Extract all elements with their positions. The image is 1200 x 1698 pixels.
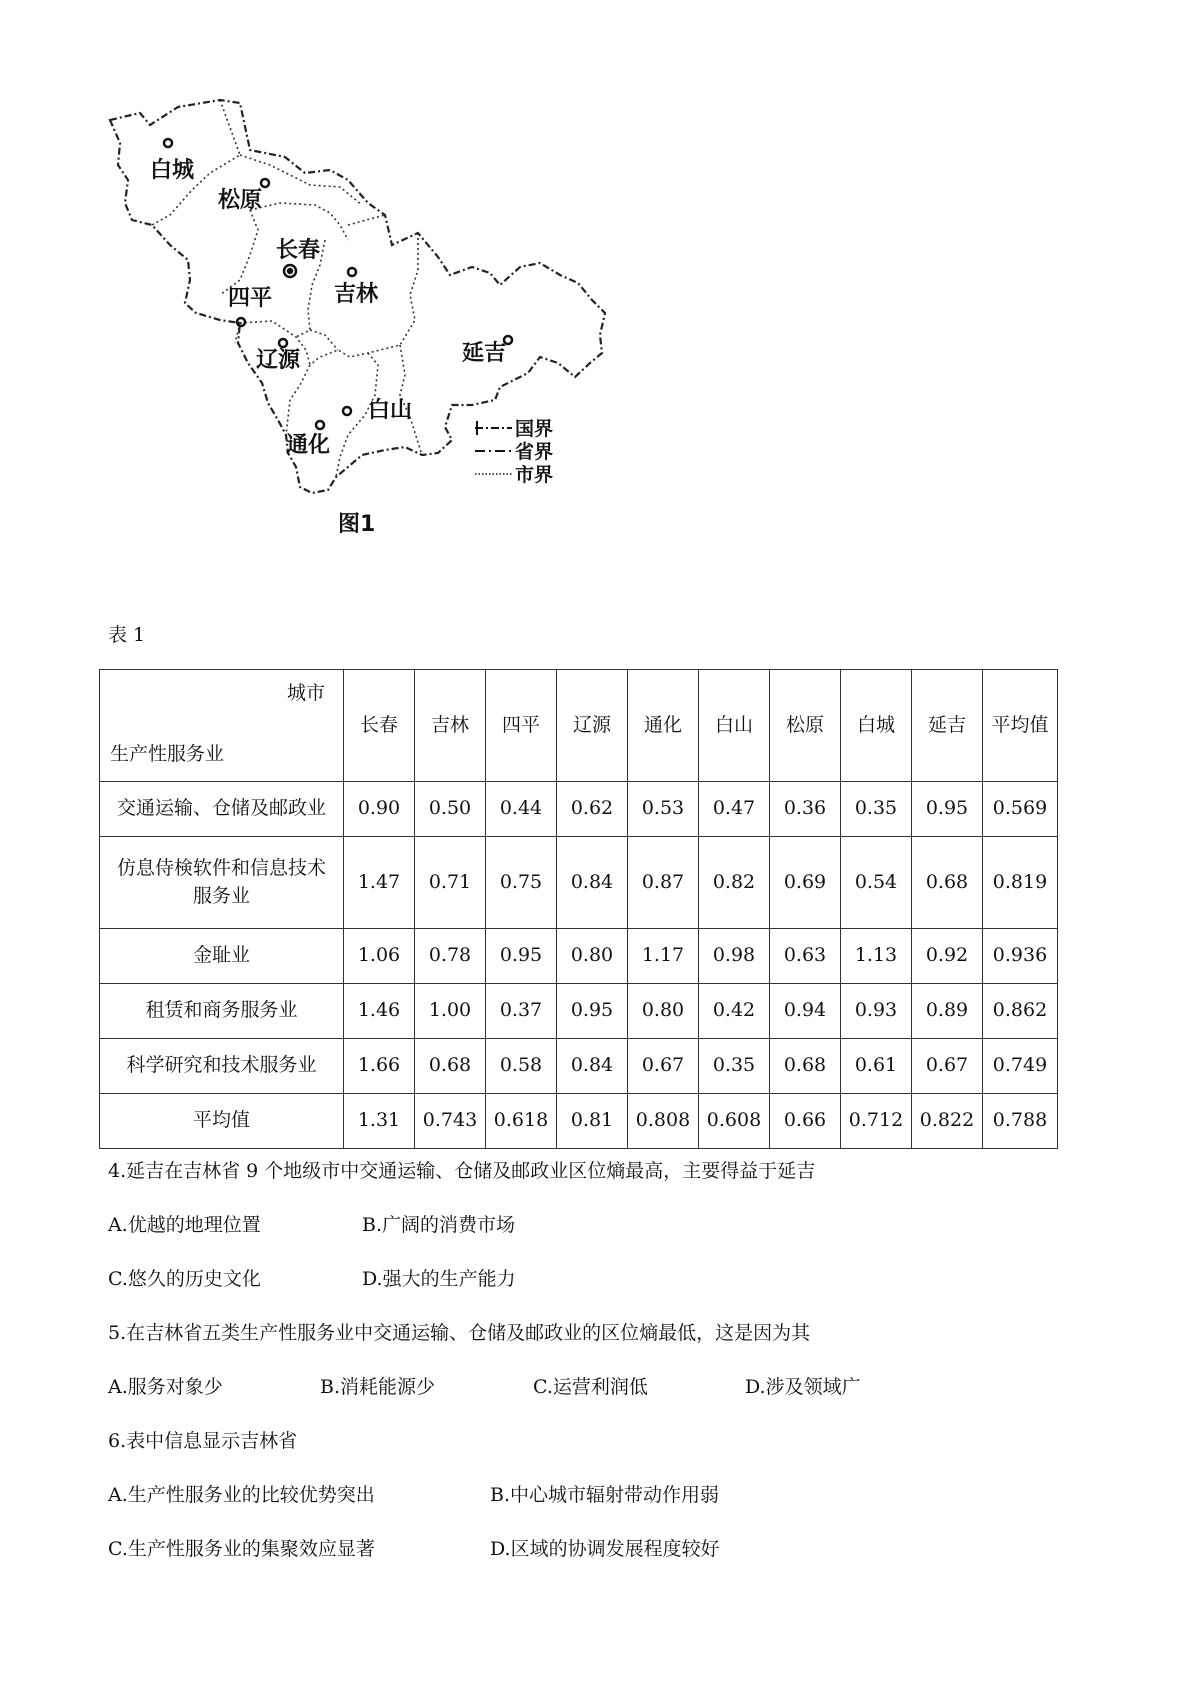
table-cell: 0.47 [699, 782, 770, 837]
table-cell: 0.90 [344, 782, 415, 837]
column-header-average: 平均值 [991, 713, 1049, 736]
table-cell: 0.35 [841, 782, 912, 837]
table-cell: 0.61 [841, 1039, 912, 1094]
table-cell: 0.62 [557, 782, 628, 837]
column-header: 吉林 [415, 670, 486, 782]
table-cell: 1.00 [415, 984, 486, 1039]
city-label-changchun: 长春 [276, 238, 321, 263]
table-cell: 0.92 [912, 929, 983, 984]
legend-provincial-boundary: 省界 [515, 441, 554, 463]
table-cell: 0.84 [557, 1039, 628, 1094]
table-cell: 0.569 [983, 782, 1058, 837]
table-cell: 0.936 [983, 929, 1058, 984]
table-cell: 0.712 [841, 1094, 912, 1149]
city-label-siping: 四平 [228, 286, 273, 311]
table-cell: 0.69 [770, 837, 841, 929]
header-sector-label: 生产性服务业 [110, 743, 225, 766]
figure-caption: 图1 [338, 512, 376, 537]
city-label-baishan: 白山 [368, 398, 413, 423]
table-cell: 0.618 [486, 1094, 557, 1149]
table-cell: 0.788 [983, 1094, 1058, 1149]
table-cell: 0.42 [699, 984, 770, 1039]
table-cell: 0.98 [699, 929, 770, 984]
question-6-option-a: A.生产性服务业的比较优势突出 [108, 1484, 375, 1506]
table-cell: 1.13 [841, 929, 912, 984]
question-6-stem: 6.表中信息显示吉林省 [108, 1430, 298, 1452]
table-cell: 1.31 [344, 1094, 415, 1149]
table-row [100, 984, 1058, 1039]
table-cell: 1.66 [344, 1039, 415, 1094]
question-4-option-d: D.强大的生产能力 [362, 1268, 516, 1290]
table-cell: 0.54 [841, 837, 912, 929]
table-cell: 0.80 [557, 929, 628, 984]
table-cell: 0.819 [983, 837, 1058, 929]
table-cell: 0.89 [912, 984, 983, 1039]
legend-city-boundary: 市界 [515, 464, 554, 486]
row-header: 科学研究和技术服务业 [100, 1039, 344, 1094]
map-legend [475, 418, 553, 486]
column-header: 四平 [486, 670, 557, 782]
table-cell: 0.44 [486, 782, 557, 837]
table-cell: 0.87 [628, 837, 699, 929]
question-4-stem: 4.延吉在吉林省 9 个地级市中交通运输、仓储及邮政业区位熵最高，主要得益于延吉 [108, 1160, 816, 1182]
table-cell: 0.37 [486, 984, 557, 1039]
table-cell: 0.95 [557, 984, 628, 1039]
question-6-option-c: C.生产性服务业的集聚效应显著 [108, 1538, 375, 1560]
table-header-row [100, 670, 1058, 782]
table-cell: 0.95 [912, 782, 983, 837]
row-header: 平均值 [100, 1094, 344, 1149]
city-label-baicheng: 白城 [150, 158, 195, 183]
row-header-label: 仿息侍検软件和信息技术服务业 [116, 856, 326, 907]
table-cell: 0.608 [699, 1094, 770, 1149]
table-cell: 0.71 [415, 837, 486, 929]
city-label-yanji: 延吉 [462, 341, 507, 366]
column-header: 通化 [628, 670, 699, 782]
column-header: 白山 [699, 670, 770, 782]
location-quotient-table [99, 669, 1058, 1149]
table-cell: 0.63 [770, 929, 841, 984]
city-label-songyuan: 松原 [218, 188, 263, 213]
row-header [100, 837, 344, 929]
table-cell: 0.84 [557, 837, 628, 929]
table-cell: 0.862 [983, 984, 1058, 1039]
question-6-option-d: D.区域的协调发展程度较好 [490, 1538, 720, 1560]
table-cell: 0.808 [628, 1094, 699, 1149]
row-header: 金耻业 [100, 929, 344, 984]
table-cell: 0.743 [415, 1094, 486, 1149]
question-5-option-b: B.消耗能源少 [320, 1376, 436, 1398]
table-cell: 1.47 [344, 837, 415, 929]
table-row [100, 1094, 1058, 1149]
question-5-stem: 5.在吉林省五类生产性服务业中交通运输、仓储及邮政业的区位熵最低，这是因为其 [108, 1322, 811, 1344]
column-header: 长春 [344, 670, 415, 782]
question-5-option-a: A.服务对象少 [108, 1376, 223, 1398]
row-header: 租赁和商务服务业 [100, 984, 344, 1039]
table-cell: 0.749 [983, 1039, 1058, 1094]
column-header: 延吉 [912, 670, 983, 782]
table-cell: 0.93 [841, 984, 912, 1039]
table-cell: 1.17 [628, 929, 699, 984]
table-cell: 0.68 [770, 1039, 841, 1094]
table-cell: 0.75 [486, 837, 557, 929]
city-label-tonghua: 通化 [286, 433, 331, 458]
question-4-option-b: B.广阔的消费市场 [362, 1214, 516, 1236]
table-cell: 0.822 [912, 1094, 983, 1149]
table-row [100, 929, 1058, 984]
column-header: 松原 [770, 670, 841, 782]
table-label: 表 1 [108, 624, 146, 646]
column-header: 白城 [841, 670, 912, 782]
table-cell: 0.68 [912, 837, 983, 929]
table-cell: 1.06 [344, 929, 415, 984]
table-cell: 0.36 [770, 782, 841, 837]
question-4-option-c: C.悠久的历史文化 [108, 1268, 261, 1290]
question-5-option-c: C.运营利润低 [533, 1376, 648, 1398]
table-cell: 0.67 [912, 1039, 983, 1094]
table-cell: 0.53 [628, 782, 699, 837]
table-cell: 0.78 [415, 929, 486, 984]
map-svg [100, 95, 660, 585]
table-row [100, 1039, 1058, 1094]
city-label-liaoyuan: 辽源 [256, 348, 301, 373]
table-cell: 0.95 [486, 929, 557, 984]
table-cell: 0.82 [699, 837, 770, 929]
jilin-province-map [100, 95, 660, 585]
table-cell: 0.67 [628, 1039, 699, 1094]
question-4-option-a: A.优越的地理位置 [108, 1214, 261, 1236]
table-cell: 0.94 [770, 984, 841, 1039]
table-cell: 0.66 [770, 1094, 841, 1149]
table-cell: 0.80 [628, 984, 699, 1039]
table-cell: 0.50 [415, 782, 486, 837]
table-row [100, 837, 1058, 929]
table-cell: 0.35 [699, 1039, 770, 1094]
table-row [100, 782, 1058, 837]
question-6-option-b: B.中心城市辐射带动作用弱 [490, 1484, 720, 1506]
legend-national-boundary: 国界 [515, 418, 554, 440]
table-cell: 0.68 [415, 1039, 486, 1094]
header-city-label: 城市 [286, 682, 325, 704]
table-cell: 0.58 [486, 1039, 557, 1094]
question-5-option-d: D.涉及领域广 [745, 1376, 861, 1398]
header-diagonal-cell [100, 670, 344, 782]
column-header [983, 670, 1058, 782]
row-header: 交通运输、仓储及邮政业 [100, 782, 344, 837]
city-label-jilin: 吉林 [334, 282, 379, 307]
table-cell: 1.46 [344, 984, 415, 1039]
column-header: 辽源 [557, 670, 628, 782]
table-cell: 0.81 [557, 1094, 628, 1149]
